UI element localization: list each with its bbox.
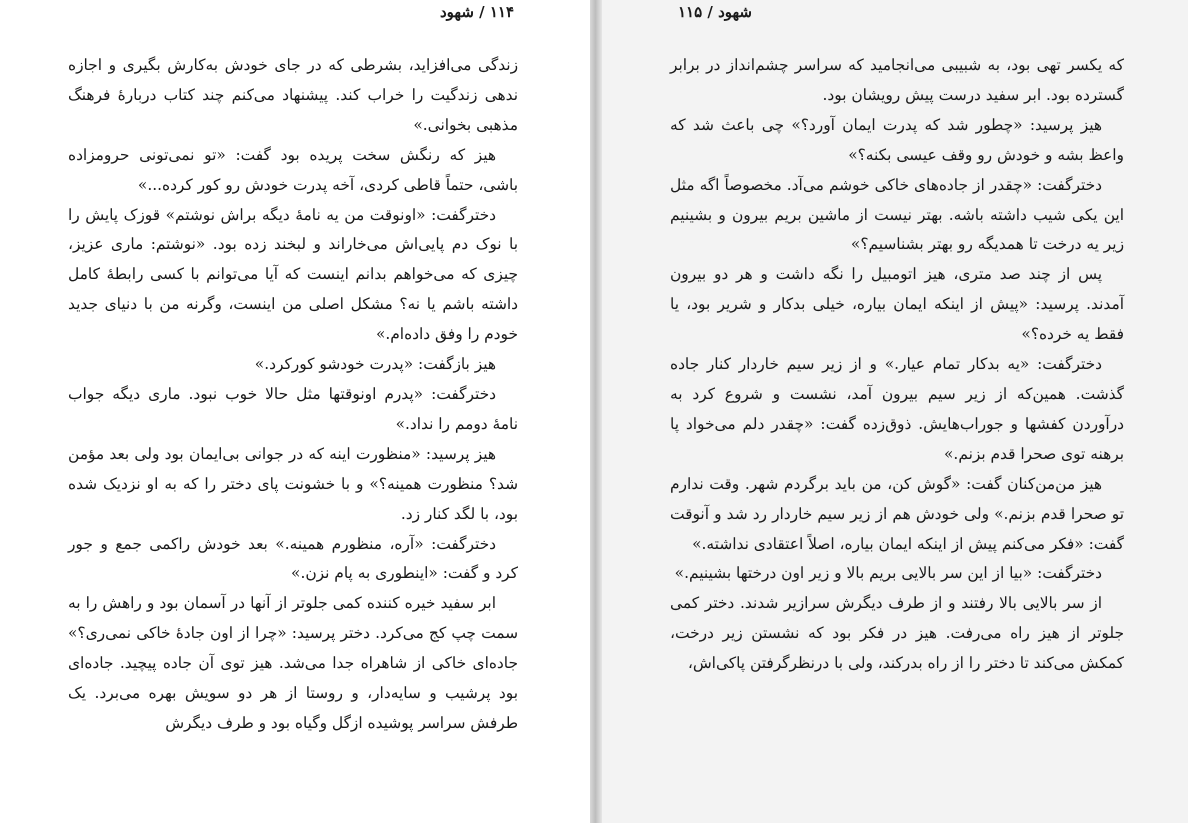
paragraph: هیز که رنگش سخت پریده بود گفت: «تو نمی‌تونی حرومزاده باشی، حتماً قاطی کردی، آخه پدرت خودش رو کور کرده...»: [68, 145, 518, 194]
paragraph: دخترگفت: «اونوقت من یه نامهٔ دیگه براش نوشتم» قوزک پایش را با نوک دم پایی‌اش می‌خاراند و لبخند زده بود. «نوشتم: ماری عزیز، چیزی که می‌خواهم بدانم اینست که آیا می‌توانم با کسی رابطهٔ کامل داشته باشم یا نه؟ مشکل اصلی من اینست، وگرنه من با دنیای جدید خودم را وفق داده‌ام.»: [68, 205, 518, 344]
paragraph: هیز بازگفت: «پدرت خودشو کورکرد.»: [254, 355, 496, 374]
paragraph: هیز پرسید: «چطور شد که پدرت ایمان آورد؟» چی باعث شد که واعظ بشه و خودش رو وقف عیسی بکنه؟»: [670, 115, 1124, 164]
paragraph: زندگی می‌افزاید، بشرطی که در جای خودش به‌کارش بگیری و اجازه ندهی زندگیت را خراب کند. پیشنهاد می‌کنم چند کتاب دربارهٔ فرهنگ مذهبی بخوانی.»: [68, 56, 518, 134]
paragraph: پس از چند صد متری، هیز اتومبیل را نگه داشت و هر دو بیرون آمدند. پرسید: «پیش از اینکه ایمان بیاره، خیلی بدکار و شریر بود، یا فقط یه خرده؟»: [670, 265, 1124, 344]
paragraph: دخترگفت: «بیا از این سر بالایی بریم بالا و زیر اون درختها بشینیم.»: [674, 564, 1102, 583]
paragraph: دخترگفت: «پدرم اونوقتها مثل حالا خوب نبود. ماری دیگه جواب نامهٔ دومم را نداد.»: [68, 384, 518, 433]
paragraph: دخترگفت: «چقدر از جاده‌های خاکی خوشم می‌آد. مخصوصاً اگه مثل این یکی شیب داشته باشه. بهتر نیست از ماشین بریم بیرون و بشینیم زیر یه درخت تا همدیگه رو بهتر بشناسیم؟»: [670, 175, 1124, 254]
page-header-left: ۱۱۴ / شهود: [439, 3, 514, 21]
paragraph: هیز من‌من‌کنان گفت: «گوش کن، من باید برگردم شهر. وقت ندارم تو صحرا قدم بزنم.» ولی خودش هم از زیر سیم خاردار رد شد و آنوقت گفت: «فکر می‌کنم پیش از اینکه ایمان بیاره، اصلاً اعتقادی نداشته.»: [670, 474, 1124, 553]
paragraph: دخترگفت: «آره، منظورم همینه.» بعد خودش راکمی جمع و جور کرد و گفت: «اینطوری به پام نزن.»: [68, 534, 518, 583]
book-gutter: [590, 0, 602, 823]
paragraph: هیز پرسید: «منظورت اینه که در جوانی بی‌ایمان بود ولی بعد مؤمن شد؟ منظورت همینه؟» و با خشونت پای دختر را که به او نزدیک شده بود، با لگد کنار زد.: [68, 444, 518, 523]
page-body-right: [670, 51, 1124, 679]
page-header-right: شهود / ۱۱۵: [677, 3, 752, 21]
right-page: [602, 0, 1188, 823]
left-page: [0, 0, 590, 823]
page-body-left: [68, 51, 518, 739]
paragraph: دخترگفت: «یه بدکار تمام عیار.» و از زیر سیم خاردار کنار جاده گذشت. همین‌که از زیر سیم بیرون آمد، نشست و شروع کرد به درآوردن کفشها و جوراب‌هایش. ذوق‌زده گفت: «چقدر دلم می‌خواد پا برهنه توی صحرا قدم بزنم.»: [670, 355, 1124, 463]
paragraph: ابر سفید خیره کننده کمی جلوتر از آنها در آسمان بود و راهش را به سمت چپ کج می‌کرد. دختر پرسید: «چرا از اون جادهٔ خاکی نمی‌ری؟» جاده‌ای خاکی از شاهراه جدا می‌شد. هیز توی آن جاده پیچید. جاده‌ای بود پرشیب و سایه‌دار، و روستا از هر دو سویش بهره می‌برد. یک طرفش سراسر پوشیده ازگل وگیاه بود و طرف دیگرش: [68, 594, 518, 732]
paragraph: از سر بالایی بالا رفتند و از طرف دیگرش سرازیر شدند. دختر کمی جلوتر از هیز راه می‌رفت. هیز در فکر بود که نشستن زیر درخت، کمکش می‌کند تا دختر را از راه بدرکند، ولی با درنظرگرفتن پاکی‌اش،: [670, 594, 1124, 673]
paragraph: که یکسر تهی بود، به شبیبی می‌انجامید که سراسر چشم‌انداز در برابر گسترده بود. ابر سفید درست پیش رویشان بود.: [670, 56, 1124, 104]
